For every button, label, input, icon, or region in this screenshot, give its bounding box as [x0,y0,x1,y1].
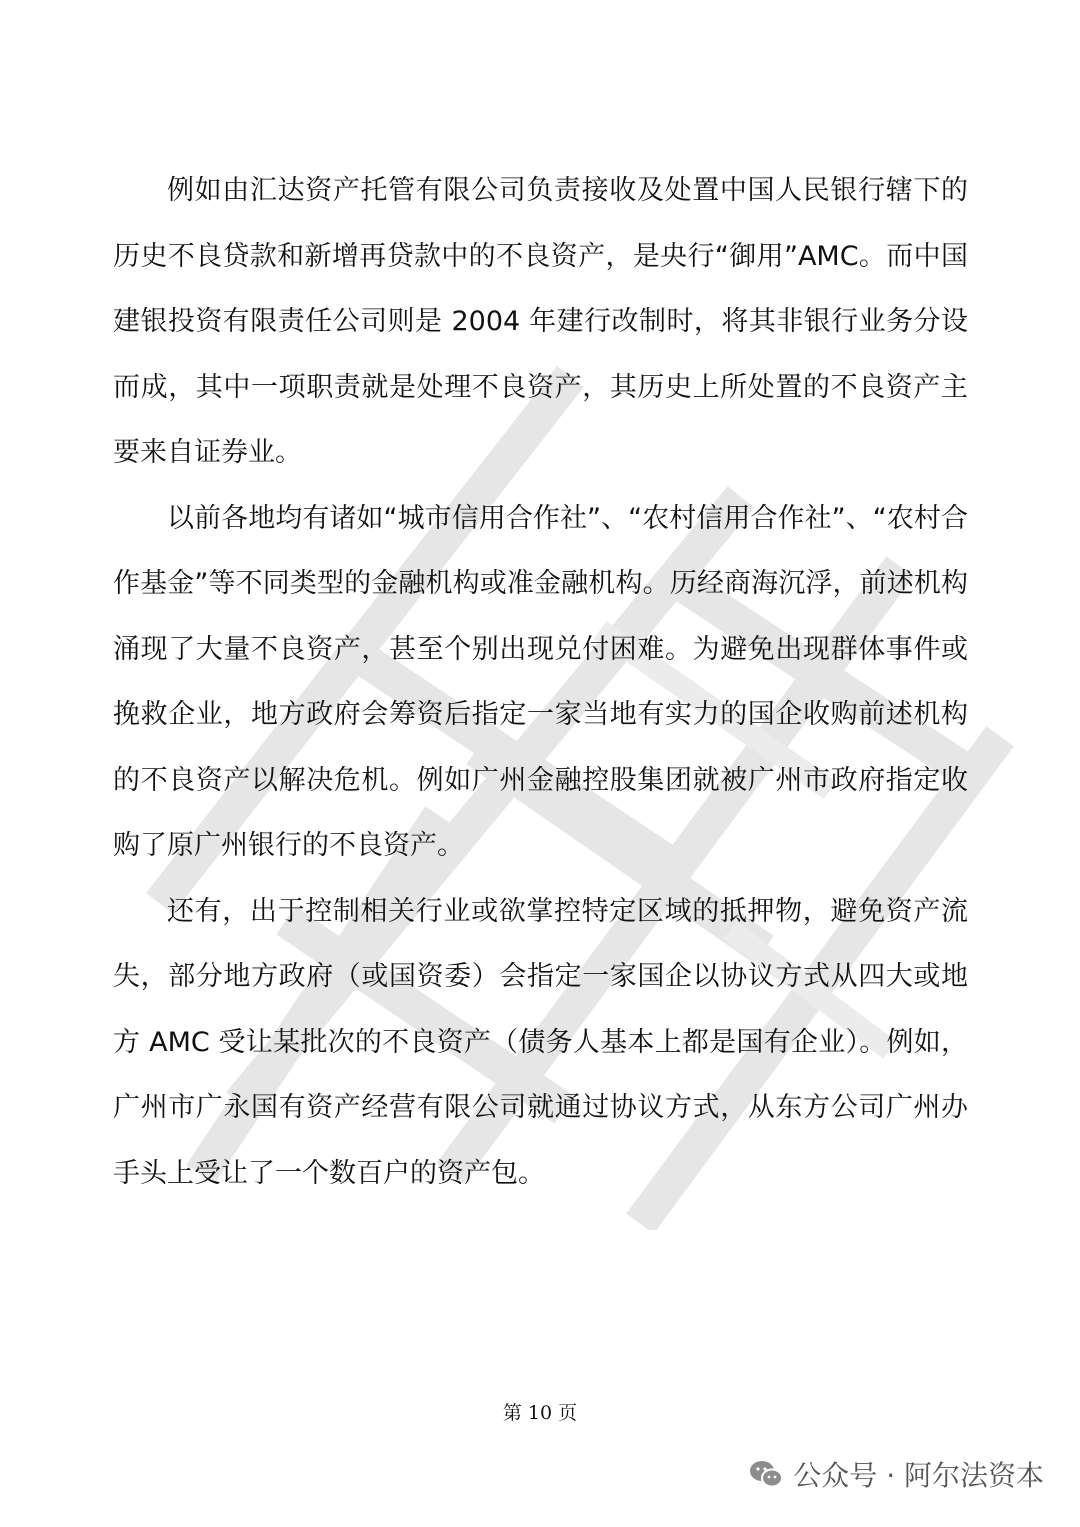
paragraph-local-institutions: 以前各地均有诸如“城市信用合作社”、“农村信用合作社”、“农村合作基金”等不同类型的金融机构或准金融机构。历经商海沉浮，前述机构涌现了大量不良资产，甚至个别出现兑付困难。为避免出现群体事件或挽救企业，地方政府会筹资后指定一家当地有实力的国企收购前述机构的不良资产以解决危机。例如广州金融控股集团就被广州市政府指定收购了原广州银行的不良资产。 [113,502,968,861]
paragraph-huida: 例如由汇达资产托管有限公司负责接收及处置中国人民银行辖下的历史不良贷款和新增再贷款中的不良资产，是央行“御用”AMC。而中国建银投资有限责任公司则是 2004 年建行改制时，将其非银行业务分设而成，其中一项职责就是处理不良资产，其历史上所处置的不良资产主要来自证券业。 [113,175,968,468]
wechat-icon [749,1459,783,1489]
brand-signature [749,1454,1044,1494]
brand-label: 公众号 · 阿尔法资本 [793,1459,1044,1492]
page-number: 第 10 页 [502,1402,578,1424]
paragraph-agreement-transfer: 还有，出于控制相关行业或欲掌控特定区域的抵押物，避免资产流失，部分地方政府（或国资委）会指定一家国企以协议方式从四大或地方 AMC 受让某批次的不良资产（债务人基本上都是国有企业）。例如，广州市广永国有资产经营有限公司就通过协议方式，从东方公司广州办手头上受让了一个数百户的资产包。 [113,895,968,1189]
document-body [113,158,968,1206]
